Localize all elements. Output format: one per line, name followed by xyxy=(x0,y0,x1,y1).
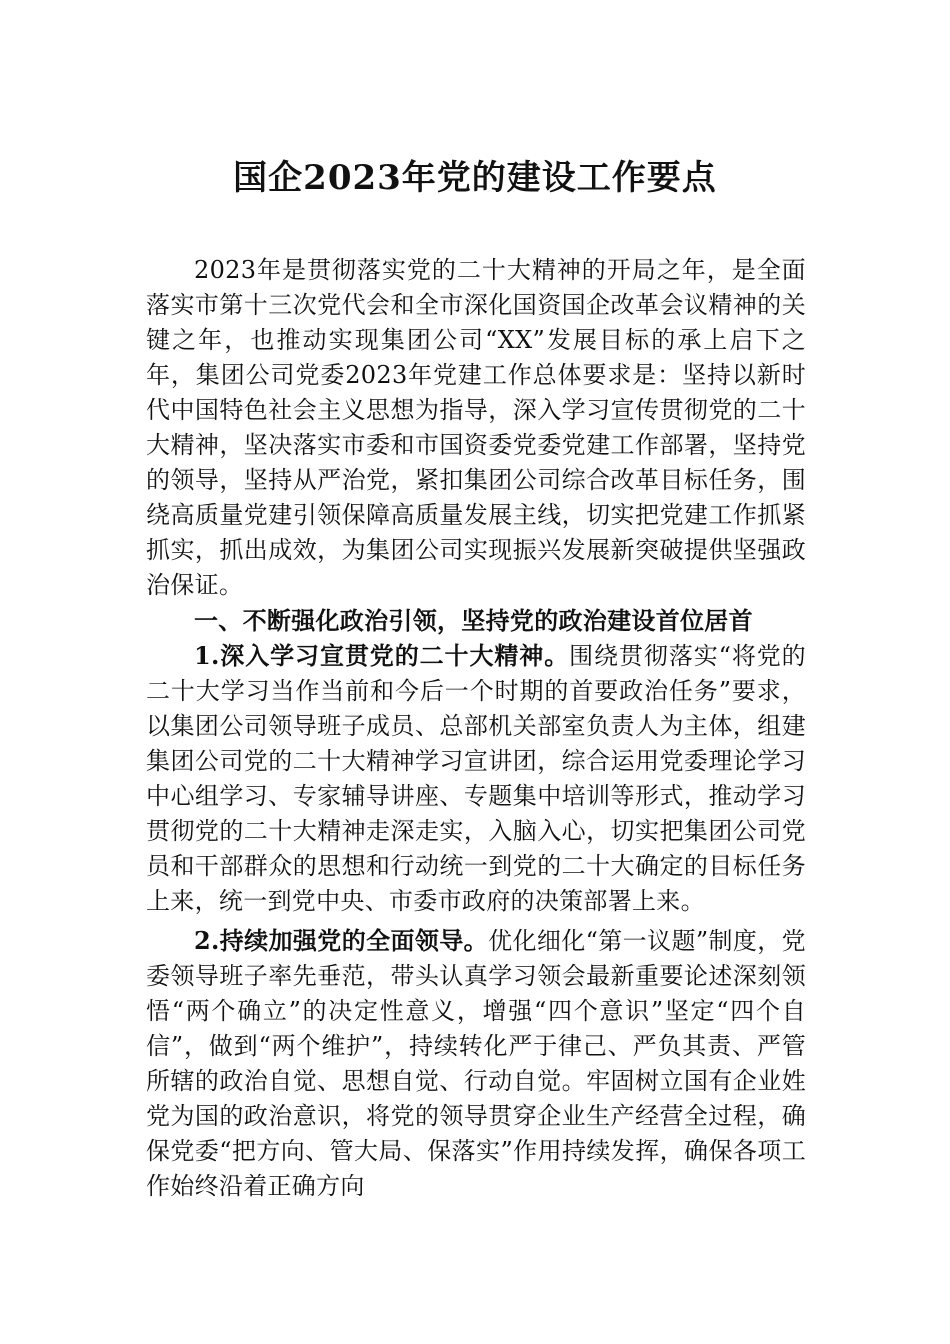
item-2-text: 优化细化“第一议题”制度，党委领导班子率先垂范，带头认真学习领会最新重要论述深刻领悟“两个确立”的决定性意义，增强“四个意识”坚定“四个自信”，做到“两个维护”，持续转化严于律己、严负其责、严管所辖的政治自觉、思想自觉、行动自觉。牢固树立国有企业姓党为国的政治意识，将党的领导贯穿企业生产经营全过程，确保党委“把方向、管大局、保落实”作用持续发挥，确保各项工作始终沿着正确方向 xyxy=(146,927,806,1200)
item-1-lead: 1.深入学习宣贯党的二十大精神。 xyxy=(194,641,570,670)
item-2-lead: 2.持续加强党的全面领导。 xyxy=(194,926,489,955)
item-1-text: 围绕贯彻落实“将党的二十大学习当作当前和今后一个时期的首要政治任务”要求，以集团公司领导班子成员、总部机关部室负责人为主体，组建集团公司党的二十大精神学习宣讲团，综合运用党委理论学习中心组学习、专家辅导讲座、专题集中培训等形式，推动学习贯彻党的二十大精神走深走实，入脑入心，切实把集团公司党员和干部群众的思想和行动统一到党的二十大确定的目标任务上来，统一到党中央、市委市政府的决策部署上来。 xyxy=(146,642,806,915)
item-2-paragraph xyxy=(146,923,806,1204)
item-1-paragraph xyxy=(146,638,806,919)
document-body xyxy=(146,253,806,1204)
document-title: 国企2023年党的建设工作要点 xyxy=(233,158,717,198)
section-heading-1: 一、不断强化政治引领，坚持党的政治建设首位居首 xyxy=(194,606,753,635)
intro-paragraph: 2023年是贯彻落实党的二十大精神的开局之年，是全面落实市第十三次党代会和全市深化国资国企改革会议精神的关键之年，也推动实现集团公司“XX”发展目标的承上启下之年，集团公司党委2023年党建工作总体要求是：坚持以新时代中国特色社会主义思想为指导，深入学习宣传贯彻党的二十大精神，坚决落实市委和市国资委党委党建工作部署，坚持党的领导，坚持从严治党，紧扣集团公司综合改革目标任务，围绕高质量党建引领保障高质量发展主线，切实把党建工作抓紧抓实，抓出成效，为集团公司实现振兴发展新突破提供坚强政治保证。 xyxy=(146,256,806,599)
